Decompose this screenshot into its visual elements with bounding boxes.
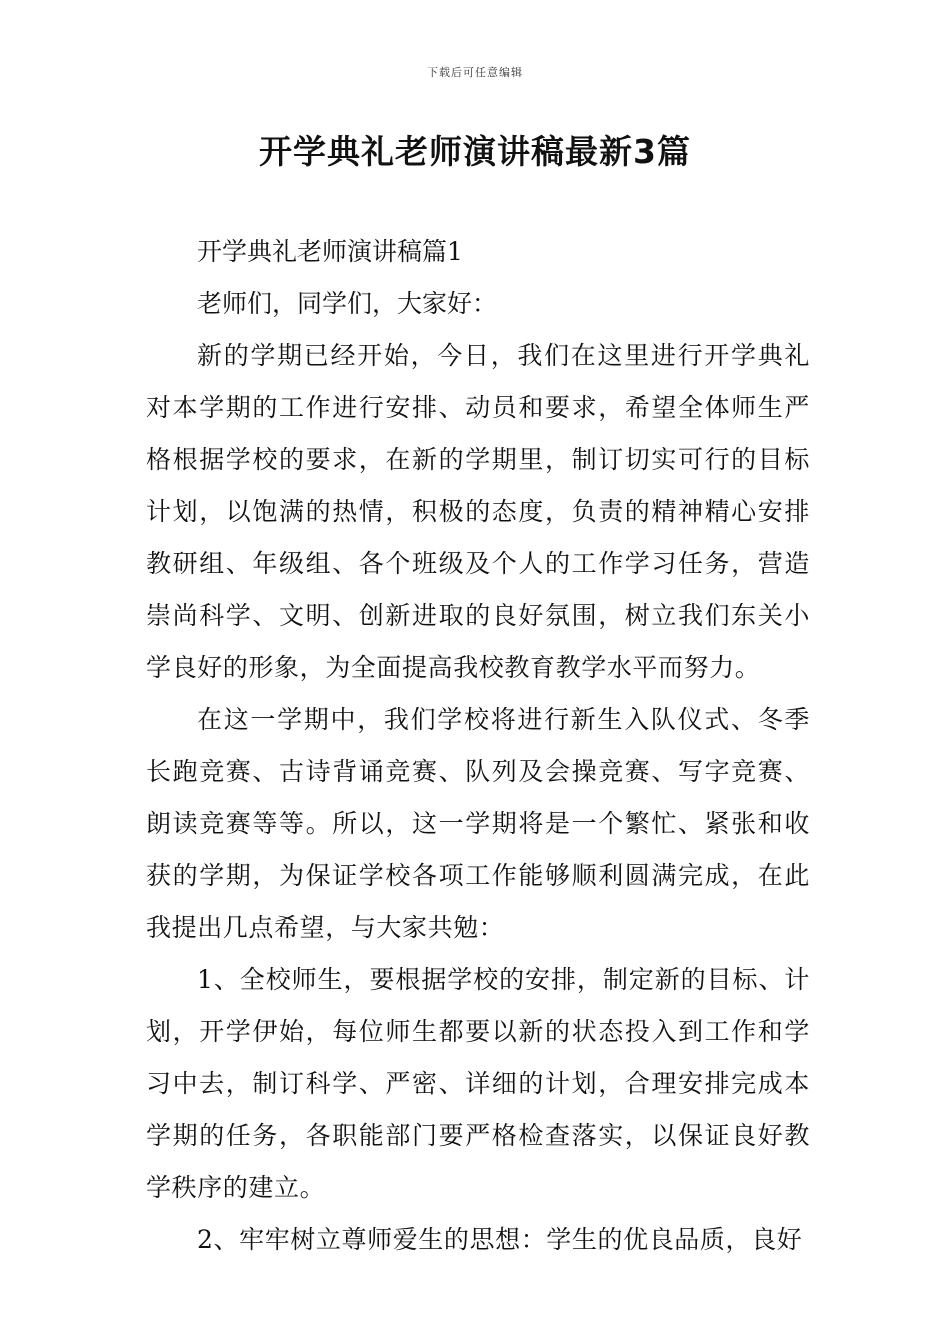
paragraph-4: 2、牢牢树立尊师爱生的思想：学生的优良品质，良好 — [197, 1225, 803, 1254]
header-note: 下载后可任意编辑 — [427, 66, 523, 79]
document-body — [146, 226, 810, 1266]
paragraph-3: 1、全校师生，要根据学校的安排，制定新的目标、计划，开学伊始，每位师生都要以新的状态投入到工作和学习中去，制订科学、严密、详细的计划，合理安排完成本学期的任务，各职能部门要严格检查落实，以保证良好教学秩序的建立。 — [146, 965, 810, 1202]
paragraph-1: 新的学期已经开始，今日，我们在这里进行开学典礼对本学期的工作进行安排、动员和要求，希望全体师生严格根据学校的要求，在新的学期里，制订切实可行的目标计划，以饱满的热情，积极的态度，负责的精神精心安排教研组、年级组、各个班级及个人的工作学习任务，营造崇尚科学、文明、创新进取的良好氛围，树立我们东关小学良好的形象，为全面提高我校教育教学水平而努力。 — [146, 341, 810, 682]
document-title: 开学典礼老师演讲稿最新3篇 — [259, 132, 691, 171]
paragraph-2: 在这一学期中，我们学校将进行新生入队仪式、冬季长跑竞赛、古诗背诵竞赛、队列及会操竞赛、写字竞赛、朗读竞赛等等。所以，这一学期将是一个繁忙、紧张和收获的学期，为保证学校各项工作能够顺利圆满完成，在此我提出几点希望，与大家共勉： — [146, 705, 810, 942]
greeting: 老师们，同学们，大家好： — [197, 289, 498, 318]
section-heading: 开学典礼老师演讲稿篇1 — [197, 237, 463, 266]
